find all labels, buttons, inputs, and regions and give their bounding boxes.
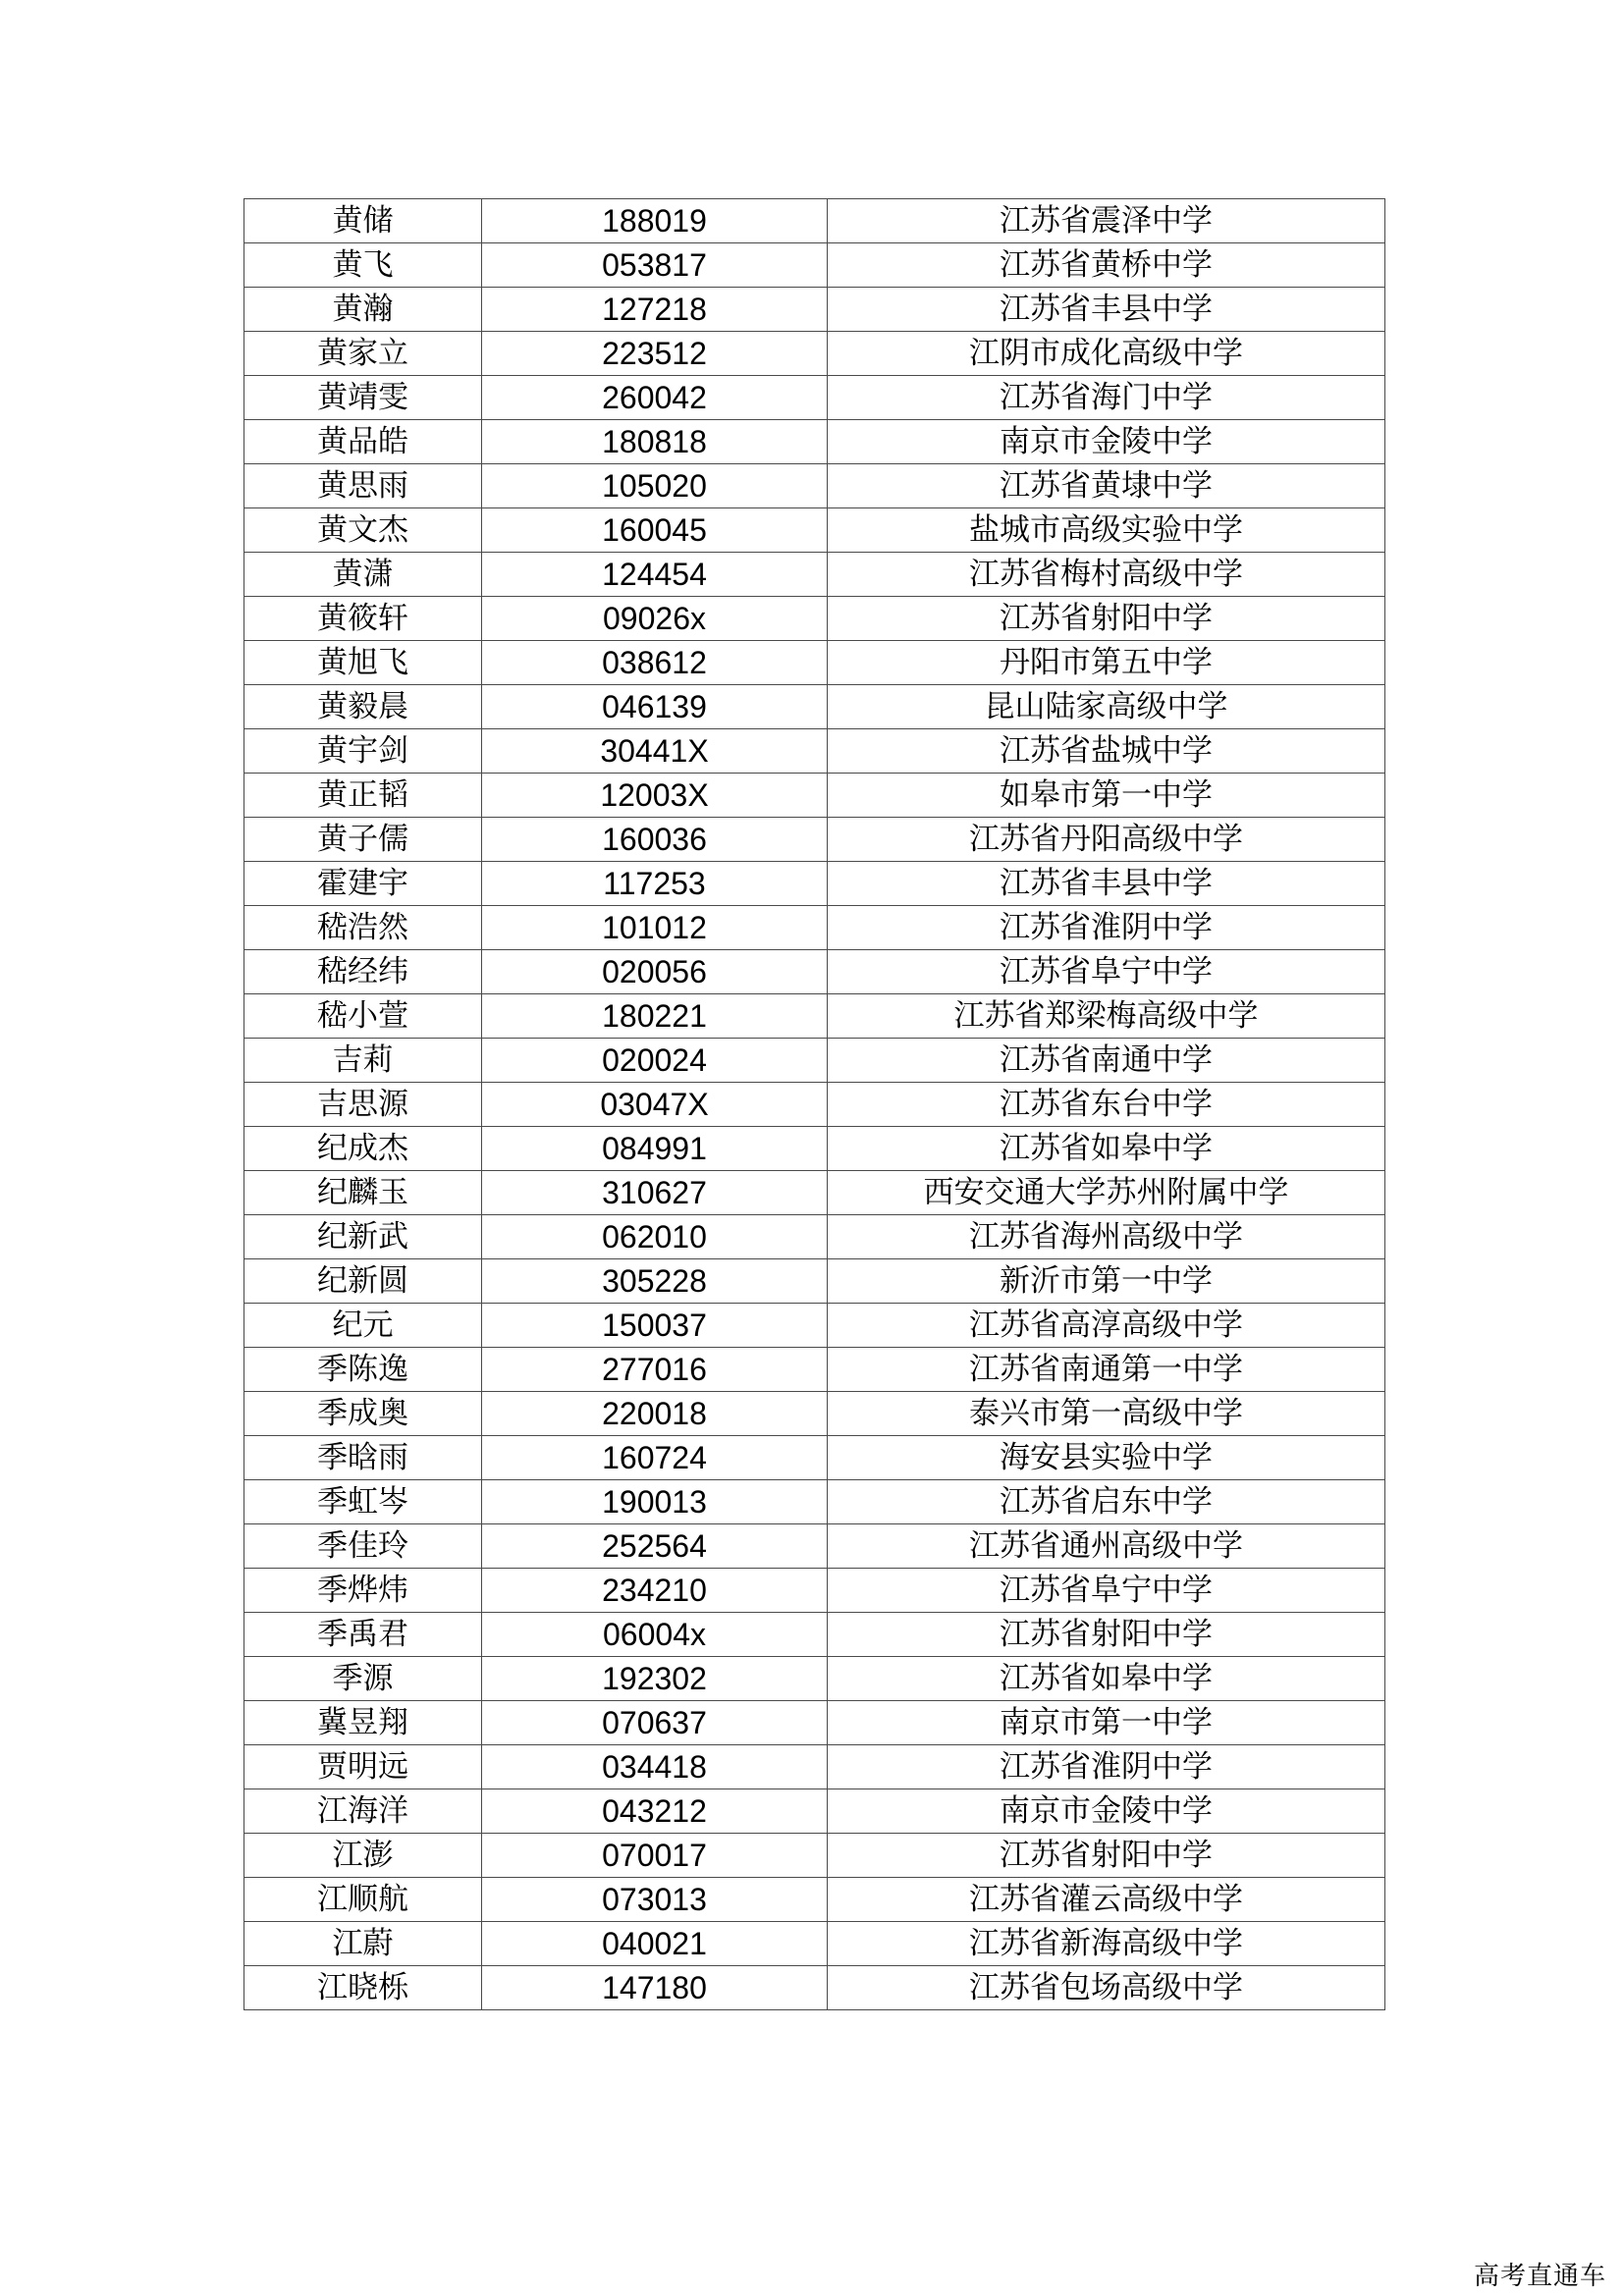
- name-cell: 冀昱翔: [244, 1701, 482, 1745]
- name-cell: 霍建宇: [244, 862, 482, 906]
- id-cell: 147180: [482, 1966, 828, 2010]
- id-cell: 09026x: [482, 597, 828, 641]
- roster-body: [244, 199, 1385, 2010]
- id-cell: 124454: [482, 553, 828, 597]
- table-row: [244, 199, 1385, 243]
- school-cell: 江苏省启东中学: [828, 1480, 1385, 1524]
- school-cell: 江苏省射阳中学: [828, 597, 1385, 641]
- id-cell: 043212: [482, 1789, 828, 1834]
- name-cell: 黄宇剑: [244, 729, 482, 774]
- name-cell: 嵇小萱: [244, 994, 482, 1039]
- id-cell: 03047X: [482, 1083, 828, 1127]
- name-cell: 黄靖雯: [244, 376, 482, 420]
- id-cell: 277016: [482, 1348, 828, 1392]
- school-cell: 南京市第一中学: [828, 1701, 1385, 1745]
- school-cell: 江苏省东台中学: [828, 1083, 1385, 1127]
- id-cell: 070637: [482, 1701, 828, 1745]
- id-cell: 046139: [482, 685, 828, 729]
- id-cell: 12003X: [482, 774, 828, 818]
- id-cell: 020024: [482, 1039, 828, 1083]
- table-row: [244, 1348, 1385, 1392]
- table-row: [244, 1392, 1385, 1436]
- table-row: [244, 994, 1385, 1039]
- name-cell: 黄思雨: [244, 464, 482, 508]
- school-cell: 江苏省射阳中学: [828, 1613, 1385, 1657]
- table-row: [244, 1878, 1385, 1922]
- name-cell: 黄品皓: [244, 420, 482, 464]
- school-cell: 江苏省新海高级中学: [828, 1922, 1385, 1966]
- table-row: [244, 1657, 1385, 1701]
- id-cell: 084991: [482, 1127, 828, 1171]
- table-row: [244, 1171, 1385, 1215]
- name-cell: 江顺航: [244, 1878, 482, 1922]
- school-cell: 昆山陆家高级中学: [828, 685, 1385, 729]
- school-cell: 盐城市高级实验中学: [828, 508, 1385, 553]
- school-cell: 江苏省通州高级中学: [828, 1524, 1385, 1569]
- table-row: [244, 1436, 1385, 1480]
- school-cell: 江苏省淮阴中学: [828, 906, 1385, 950]
- school-cell: 江苏省南通第一中学: [828, 1348, 1385, 1392]
- table-row: [244, 243, 1385, 288]
- name-cell: 黄储: [244, 199, 482, 243]
- school-cell: 江苏省黄埭中学: [828, 464, 1385, 508]
- id-cell: 188019: [482, 199, 828, 243]
- id-cell: 223512: [482, 332, 828, 376]
- name-cell: 纪新圆: [244, 1259, 482, 1304]
- name-cell: 季佳玲: [244, 1524, 482, 1569]
- id-cell: 034418: [482, 1745, 828, 1789]
- id-cell: 30441X: [482, 729, 828, 774]
- table-row: [244, 641, 1385, 685]
- school-cell: 江苏省海门中学: [828, 376, 1385, 420]
- name-cell: 黄旭飞: [244, 641, 482, 685]
- table-row: [244, 420, 1385, 464]
- table-row: [244, 862, 1385, 906]
- school-cell: 江苏省海州高级中学: [828, 1215, 1385, 1259]
- school-cell: 海安县实验中学: [828, 1436, 1385, 1480]
- table-row: [244, 597, 1385, 641]
- id-cell: 234210: [482, 1569, 828, 1613]
- name-cell: 江澎: [244, 1834, 482, 1878]
- table-row: [244, 1480, 1385, 1524]
- school-cell: 江苏省黄桥中学: [828, 243, 1385, 288]
- name-cell: 黄文杰: [244, 508, 482, 553]
- name-cell: 季成奥: [244, 1392, 482, 1436]
- name-cell: 纪成杰: [244, 1127, 482, 1171]
- id-cell: 070017: [482, 1834, 828, 1878]
- name-cell: 江晓栎: [244, 1966, 482, 2010]
- id-cell: 190013: [482, 1480, 828, 1524]
- name-cell: 吉莉: [244, 1039, 482, 1083]
- name-cell: 江蔚: [244, 1922, 482, 1966]
- table-row: [244, 1304, 1385, 1348]
- table-row: [244, 508, 1385, 553]
- name-cell: 黄毅晨: [244, 685, 482, 729]
- table-row: [244, 376, 1385, 420]
- name-cell: 江海洋: [244, 1789, 482, 1834]
- school-cell: 江苏省盐城中学: [828, 729, 1385, 774]
- table-row: [244, 1789, 1385, 1834]
- id-cell: 160724: [482, 1436, 828, 1480]
- name-cell: 吉思源: [244, 1083, 482, 1127]
- school-cell: 泰兴市第一高级中学: [828, 1392, 1385, 1436]
- table-row: [244, 1524, 1385, 1569]
- name-cell: 黄正韬: [244, 774, 482, 818]
- name-cell: 黄飞: [244, 243, 482, 288]
- id-cell: 180221: [482, 994, 828, 1039]
- id-cell: 260042: [482, 376, 828, 420]
- table-row: [244, 685, 1385, 729]
- id-cell: 117253: [482, 862, 828, 906]
- school-cell: 江苏省灌云高级中学: [828, 1878, 1385, 1922]
- school-cell: 丹阳市第五中学: [828, 641, 1385, 685]
- table-row: [244, 906, 1385, 950]
- id-cell: 101012: [482, 906, 828, 950]
- id-cell: 06004x: [482, 1613, 828, 1657]
- watermark-text: 高考直通车: [1473, 2262, 1606, 2291]
- name-cell: 季源: [244, 1657, 482, 1701]
- school-cell: 江苏省丰县中学: [828, 862, 1385, 906]
- student-roster-table: [244, 198, 1385, 2010]
- table-row: [244, 464, 1385, 508]
- school-cell: 江苏省梅村高级中学: [828, 553, 1385, 597]
- id-cell: 020056: [482, 950, 828, 994]
- name-cell: 黄潇: [244, 553, 482, 597]
- id-cell: 305228: [482, 1259, 828, 1304]
- school-cell: 江苏省射阳中学: [828, 1834, 1385, 1878]
- name-cell: 嵇浩然: [244, 906, 482, 950]
- name-cell: 嵇经纬: [244, 950, 482, 994]
- table-row: [244, 1966, 1385, 2010]
- table-row: [244, 1922, 1385, 1966]
- id-cell: 160036: [482, 818, 828, 862]
- school-cell: 江苏省丹阳高级中学: [828, 818, 1385, 862]
- id-cell: 310627: [482, 1171, 828, 1215]
- school-cell: 江苏省阜宁中学: [828, 950, 1385, 994]
- id-cell: 053817: [482, 243, 828, 288]
- name-cell: 贾明远: [244, 1745, 482, 1789]
- id-cell: 220018: [482, 1392, 828, 1436]
- school-cell: 南京市金陵中学: [828, 1789, 1385, 1834]
- table-row: [244, 729, 1385, 774]
- id-cell: 160045: [482, 508, 828, 553]
- school-cell: 江苏省如皋中学: [828, 1127, 1385, 1171]
- name-cell: 黄家立: [244, 332, 482, 376]
- table-row: [244, 1083, 1385, 1127]
- table-row: [244, 1745, 1385, 1789]
- school-cell: 如皋市第一中学: [828, 774, 1385, 818]
- school-cell: 江苏省丰县中学: [828, 288, 1385, 332]
- table-row: [244, 553, 1385, 597]
- school-cell: 江苏省郑梁梅高级中学: [828, 994, 1385, 1039]
- table-row: [244, 1127, 1385, 1171]
- table-row: [244, 1834, 1385, 1878]
- id-cell: 038612: [482, 641, 828, 685]
- table-row: [244, 1259, 1385, 1304]
- id-cell: 150037: [482, 1304, 828, 1348]
- school-cell: 江苏省阜宁中学: [828, 1569, 1385, 1613]
- table-row: [244, 1701, 1385, 1745]
- table-row: [244, 1613, 1385, 1657]
- name-cell: 季晗雨: [244, 1436, 482, 1480]
- school-cell: 江苏省南通中学: [828, 1039, 1385, 1083]
- id-cell: 040021: [482, 1922, 828, 1966]
- name-cell: 黄筱轩: [244, 597, 482, 641]
- school-cell: 南京市金陵中学: [828, 420, 1385, 464]
- table-row: [244, 332, 1385, 376]
- name-cell: 黄子儒: [244, 818, 482, 862]
- name-cell: 纪新武: [244, 1215, 482, 1259]
- school-cell: 江苏省高淳高级中学: [828, 1304, 1385, 1348]
- table-row: [244, 288, 1385, 332]
- id-cell: 073013: [482, 1878, 828, 1922]
- id-cell: 127218: [482, 288, 828, 332]
- table-row: [244, 1039, 1385, 1083]
- name-cell: 季虹岑: [244, 1480, 482, 1524]
- name-cell: 季禹君: [244, 1613, 482, 1657]
- name-cell: 纪麟玉: [244, 1171, 482, 1215]
- id-cell: 192302: [482, 1657, 828, 1701]
- school-cell: 江苏省淮阴中学: [828, 1745, 1385, 1789]
- id-cell: 105020: [482, 464, 828, 508]
- name-cell: 季烨炜: [244, 1569, 482, 1613]
- table-row: [244, 1569, 1385, 1613]
- name-cell: 季陈逸: [244, 1348, 482, 1392]
- id-cell: 180818: [482, 420, 828, 464]
- school-cell: 西安交通大学苏州附属中学: [828, 1171, 1385, 1215]
- table-row: [244, 774, 1385, 818]
- table-row: [244, 818, 1385, 862]
- school-cell: 江苏省如皋中学: [828, 1657, 1385, 1701]
- school-cell: 新沂市第一中学: [828, 1259, 1385, 1304]
- name-cell: 纪元: [244, 1304, 482, 1348]
- table-row: [244, 1215, 1385, 1259]
- id-cell: 252564: [482, 1524, 828, 1569]
- id-cell: 062010: [482, 1215, 828, 1259]
- table-row: [244, 950, 1385, 994]
- school-cell: 江阴市成化高级中学: [828, 332, 1385, 376]
- school-cell: 江苏省包场高级中学: [828, 1966, 1385, 2010]
- school-cell: 江苏省震泽中学: [828, 199, 1385, 243]
- name-cell: 黄瀚: [244, 288, 482, 332]
